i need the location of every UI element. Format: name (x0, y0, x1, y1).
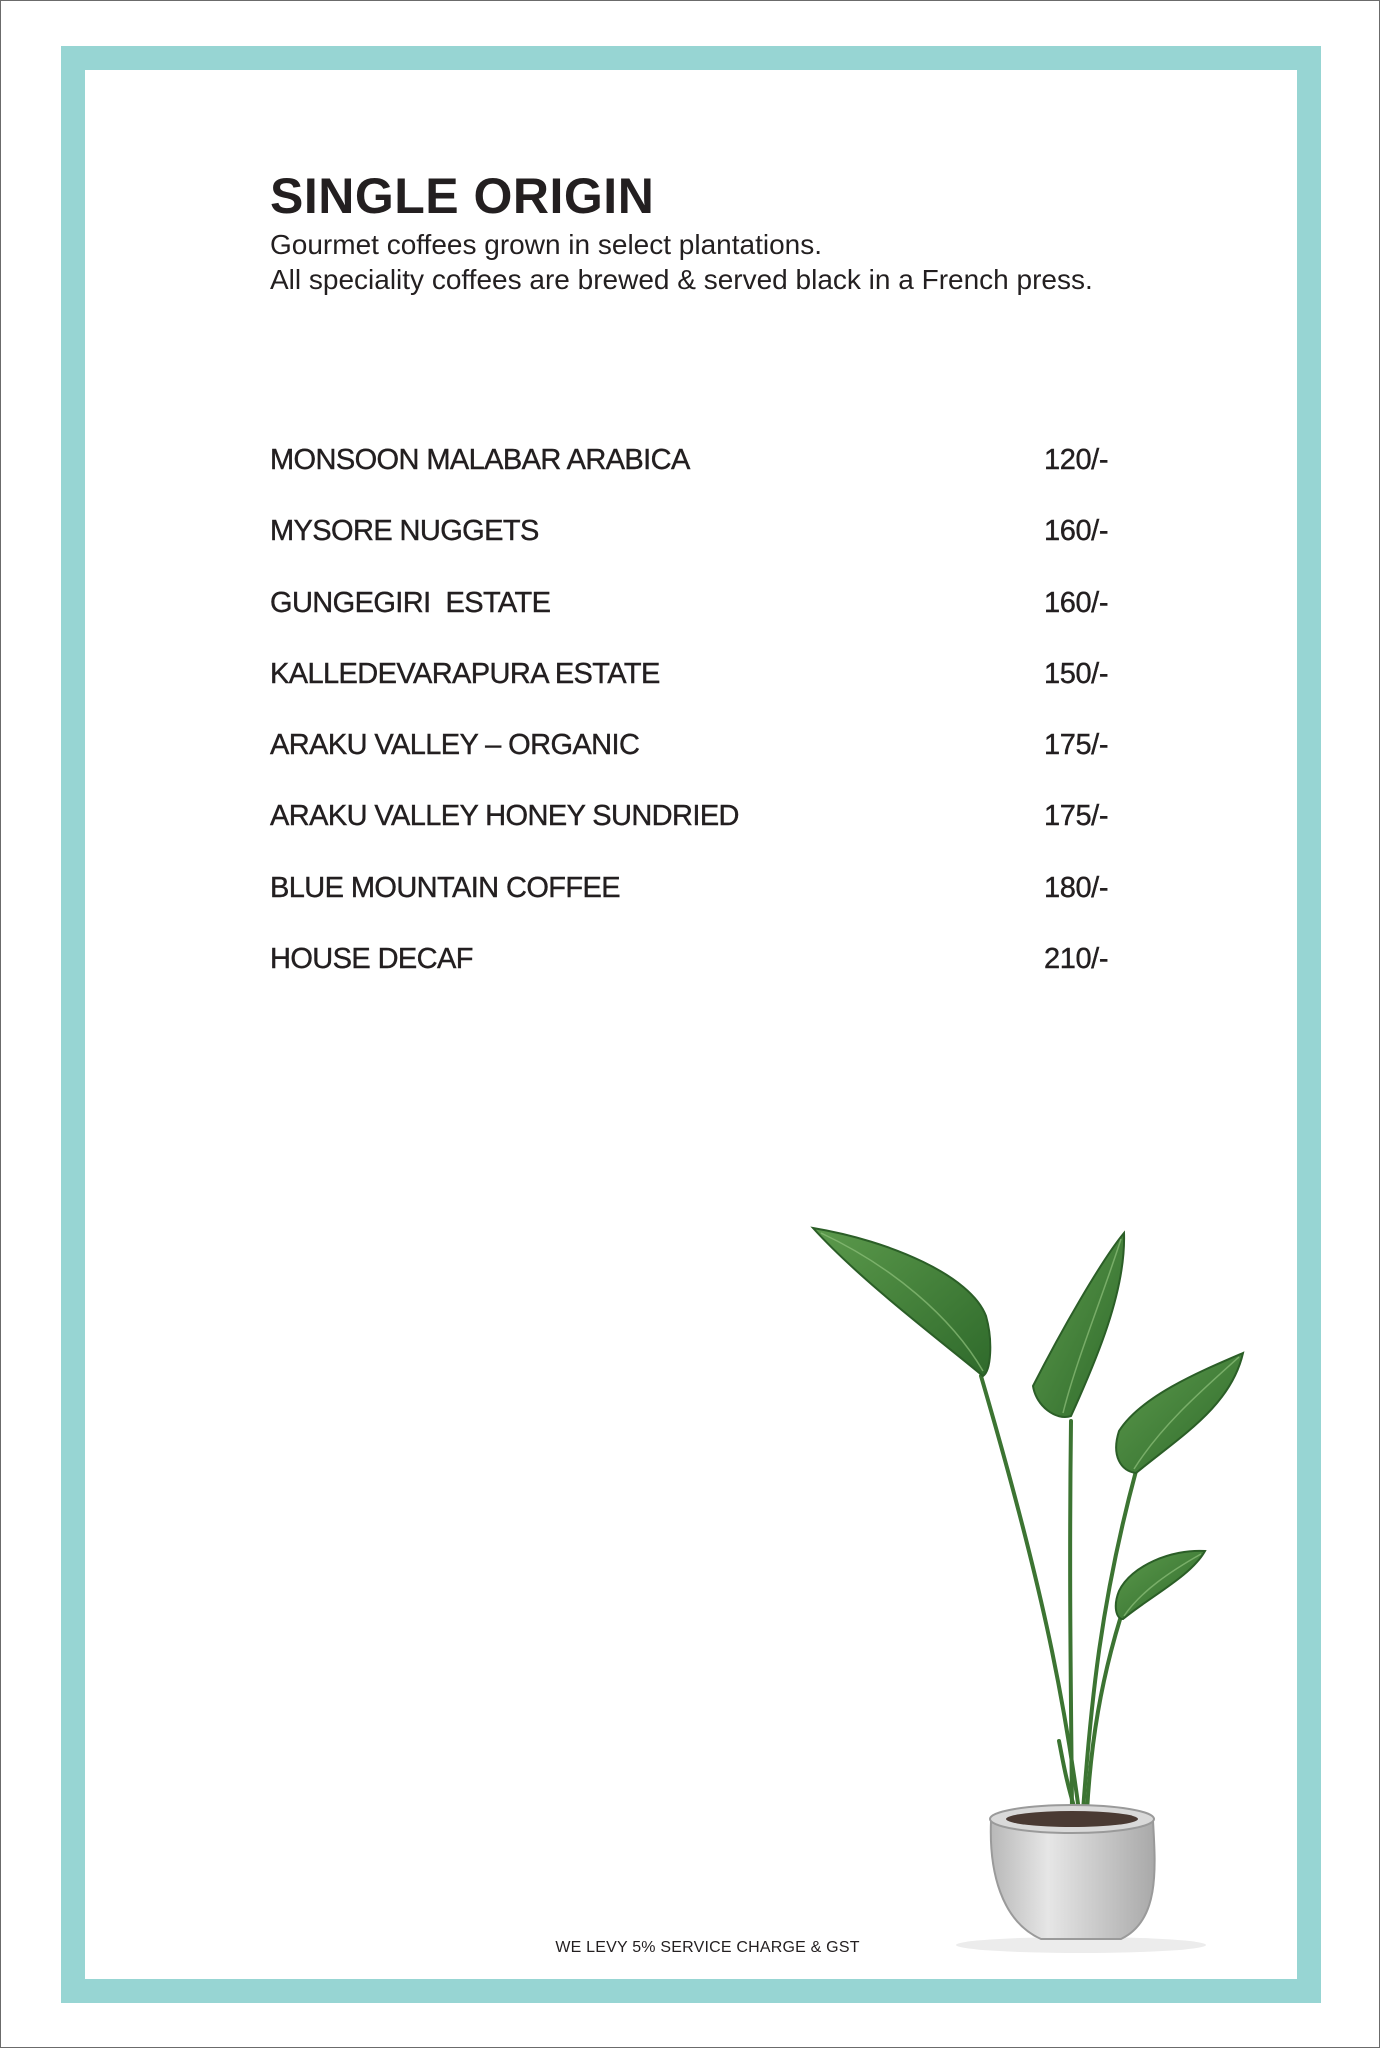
item-name: MYSORE NUGGETS (270, 515, 539, 548)
page-title: SINGLE ORIGIN (270, 168, 655, 224)
item-price: 175/- (1044, 800, 1109, 833)
plant-stems (981, 1376, 1136, 1813)
subtitle-line-2: All speciality coffees are brewed & served black in a French press. (270, 264, 1093, 295)
item-name: HOUSE DECAF (270, 943, 473, 976)
leaf (813, 1228, 990, 1376)
item-price: 160/- (1044, 515, 1109, 548)
leaf (1033, 1233, 1124, 1417)
menu-item (270, 444, 1130, 515)
menu-list (270, 444, 1130, 1014)
item-name: KALLEDEVARAPURA ESTATE (270, 657, 660, 690)
potted-plant-illustration (801, 1221, 1251, 1971)
item-price: 175/- (1044, 729, 1109, 762)
item-name: ARAKU VALLEY HONEY SUNDRIED (270, 800, 739, 833)
item-name: BLUE MOUNTAIN COFFEE (270, 871, 620, 904)
service-charge-note: WE LEVY 5% SERVICE CHARGE & GST (555, 1939, 860, 1956)
item-price: 210/- (1044, 943, 1109, 976)
menu-item (270, 587, 1130, 658)
menu-item (270, 729, 1130, 800)
pot-soil (1006, 1811, 1138, 1827)
menu-item (270, 872, 1130, 943)
item-price: 180/- (1044, 871, 1109, 904)
menu-item (270, 800, 1130, 871)
subtitle-line-1: Gourmet coffees grown in select plantations. (270, 229, 823, 260)
item-name: ARAKU VALLEY – ORGANIC (270, 729, 640, 762)
item-price: 120/- (1044, 444, 1109, 476)
menu-item (270, 943, 1130, 1014)
item-price: 150/- (1044, 657, 1109, 690)
item-price: 160/- (1044, 586, 1109, 619)
item-name: MONSOON MALABAR ARABICA (270, 444, 690, 476)
item-name: GUNGEGIRI ESTATE (270, 586, 551, 619)
menu-item (270, 515, 1130, 586)
pot (991, 1821, 1155, 1939)
menu-item (270, 658, 1130, 729)
